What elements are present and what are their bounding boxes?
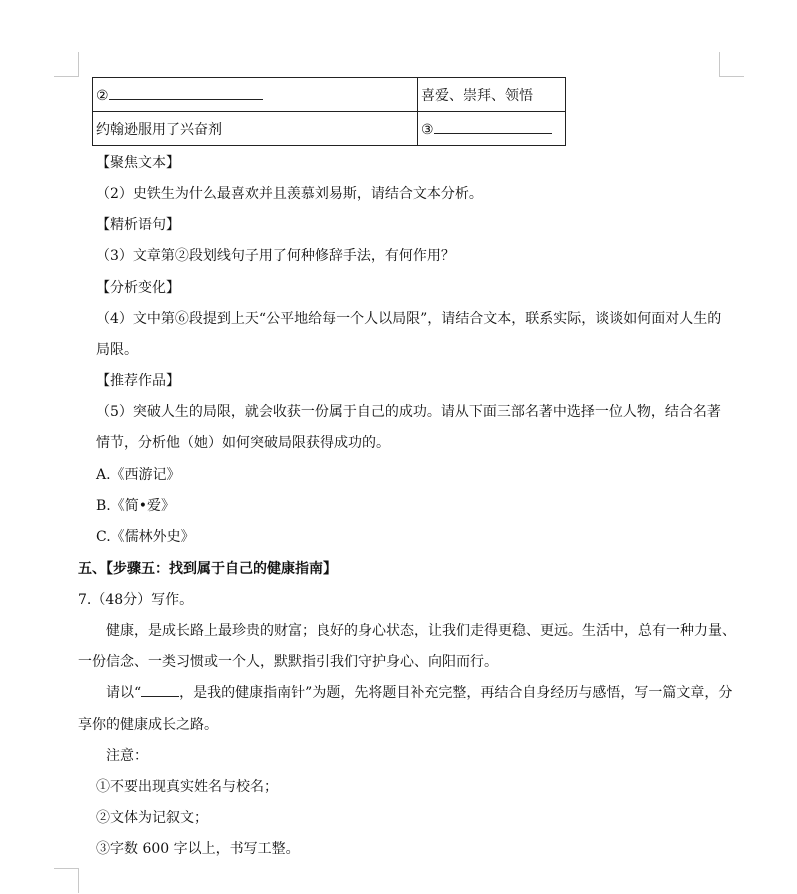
question-4-line-2: 局限。	[96, 342, 138, 358]
note-item: ②文体为记叙文；	[96, 810, 208, 826]
page-corner-mark-top-left	[54, 52, 79, 77]
prompt-paragraph-2-line-2: 享你的健康成长之路。	[78, 717, 218, 733]
note-item: ③字数 600 字以上，书写工整。	[96, 841, 300, 857]
prompt-paragraph-1-line-1: 健康，是成长路上最珍贵的财富；良好的身心状态，让我们走得更稳、更远。生活中，总有一种力量、	[106, 623, 736, 639]
table-cell	[418, 78, 566, 112]
blank-marker: ②	[96, 88, 109, 104]
page-corner-mark-bottom-left	[54, 868, 79, 893]
question-3: （3）文章第②段划线句子用了何种修辞手法，有何作用？	[96, 248, 455, 264]
answer-table	[92, 77, 566, 146]
answer-blank[interactable]	[434, 119, 552, 134]
section-heading: 【分析变化】	[96, 280, 180, 296]
answer-blank[interactable]	[109, 85, 263, 100]
section-heading: 【推荐作品】	[96, 373, 180, 389]
question-2: （2）史铁生为什么最喜欢并且羡慕刘易斯，请结合文本分析。	[96, 186, 483, 202]
question-5-line-1: （5）突破人生的局限，就会收获一份属于自己的成功。请从下面三部名著中选择一位人物，结合名著	[96, 404, 721, 420]
option-b: B.《简•爱》	[96, 498, 175, 514]
option-c: C.《儒林外史》	[96, 529, 195, 545]
section-heading: 【聚焦文本】	[96, 155, 180, 171]
table-cell	[93, 112, 418, 146]
note-label: 注意：	[106, 748, 148, 764]
prompt-paragraph-2-line-1	[106, 683, 732, 703]
table-row	[93, 112, 566, 146]
title-prefix: 请以“	[106, 685, 142, 701]
blank-marker: ③	[421, 122, 434, 138]
question-4-line-1: （4）文中第⑥段提到上天“公平地给每一个人以局限”，请结合文本，联系实际，谈谈如何面对人生的	[96, 311, 722, 327]
page-corner-mark-top-right	[719, 52, 744, 77]
table-row	[93, 78, 566, 112]
table-cell	[93, 78, 418, 112]
prompt-paragraph-1-line-2: 一份信念、一类习惯或一个人，默默指引我们守护身心、向阳而行。	[78, 654, 498, 670]
question-7: 7.（48分）写作。	[78, 592, 194, 608]
section-heading: 【精析语句】	[96, 217, 180, 233]
part-heading: 五、【步骤五：找到属于自己的健康指南】	[78, 561, 337, 577]
title-blank[interactable]	[141, 684, 179, 697]
option-a: A.《西游记》	[96, 467, 181, 483]
question-5-line-2: 情节，分析他（她）如何突破局限获得成功的。	[96, 435, 390, 451]
cell-text: 喜爱、崇拜、领悟	[421, 87, 533, 104]
cell-text: 约翰逊服用了兴奋剂	[96, 121, 222, 138]
table-cell	[418, 112, 566, 146]
title-suffix: ，是我的健康指南针”为题，先将题目补充完整，再结合自身经历与感悟，写一篇文章，分	[179, 685, 733, 701]
note-item: ①不要出现真实姓名与校名；	[96, 779, 278, 795]
